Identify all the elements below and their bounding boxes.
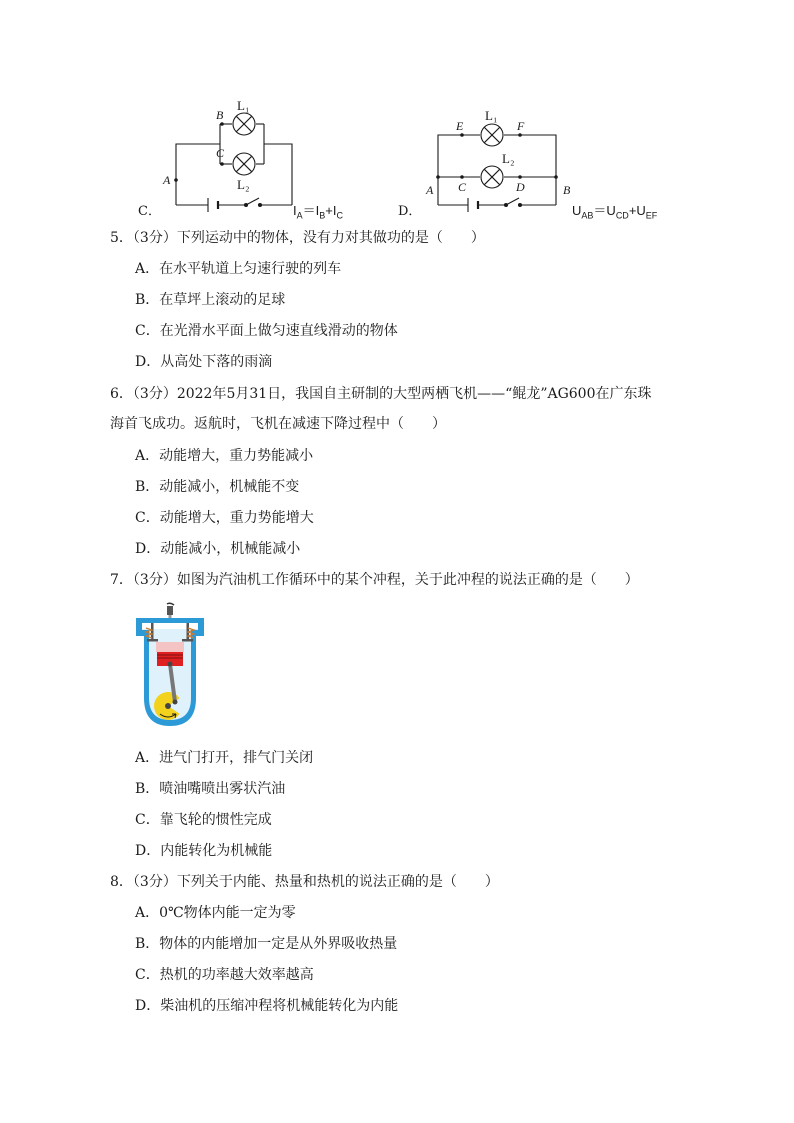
question-6-option-a[interactable]: A．动能增大，重力势能减小: [135, 448, 314, 464]
question-8-option-c[interactable]: C．热机的功率越大效率越高: [135, 967, 314, 983]
wire-right: [264, 144, 292, 205]
battery-icon: [208, 198, 218, 212]
question-8-option-b[interactable]: B．物体的内能增加一定是从外界吸收热量: [135, 936, 398, 952]
lamp-l1-label: L₁: [237, 98, 250, 113]
lamp-l2-label: L₂: [502, 151, 515, 166]
question-7-option-c[interactable]: C．靠飞轮的惯性完成: [135, 812, 272, 828]
question-8-option-d[interactable]: D．柴油机的压缩冲程将机械能转化为内能: [135, 998, 399, 1014]
question-6-option-c[interactable]: C．动能增大，重力势能增大: [135, 510, 314, 526]
node-b-label: B: [563, 183, 571, 197]
lamp-l1-icon: [233, 113, 255, 135]
wire-left: [176, 144, 220, 205]
lamp-l1-icon: [481, 124, 503, 146]
question-5-stem: 5．（3分）下列运动中的物体，没有力对其做功的是（ ）: [110, 230, 485, 246]
formula-d: $U_{AB}=U_{CD}+U_{EF}$: [572, 203, 658, 221]
question-6-option-b[interactable]: B．动能减小，机械能不变: [135, 479, 300, 495]
question-5-option-d[interactable]: D．从高处下落的雨滴: [135, 354, 273, 370]
lamp-l2-icon: [233, 153, 255, 175]
node-d-label: D: [516, 180, 525, 194]
question-5-option-b[interactable]: B．在草坪上滚动的足球: [135, 292, 286, 308]
question-5-option-a[interactable]: A．在水平轨道上匀速行驶的列车: [135, 261, 342, 277]
node-f-label: F: [517, 119, 525, 133]
lamp-l2-icon: [481, 166, 503, 188]
node-b-label: B: [216, 108, 224, 122]
node-c-label: C: [458, 180, 467, 194]
lamp-l2-label: L₂: [237, 177, 250, 192]
switch-icon: [505, 198, 522, 207]
gasoline-engine-illustration: [130, 602, 210, 730]
node-a-label: A: [426, 183, 434, 197]
question-6-stem-continued: 海首飞成功。返航时，飞机在减速下降过程中（ ）: [110, 416, 446, 432]
node-c-label: C: [216, 146, 225, 160]
circuit-diagram-d: [422, 95, 582, 220]
question-6-option-d[interactable]: D．动能减小，机械能减小: [135, 541, 301, 557]
formula-c: $I_A=I_B+I_C$: [293, 203, 344, 221]
option-d-label: D．: [398, 204, 422, 219]
node-e-label: E: [456, 119, 464, 133]
node-a-label: A: [163, 173, 171, 187]
question-7-stem: 7．（3分）如图为汽油机工作循环中的某个冲程，关于此冲程的说法正确的是（ ）: [110, 572, 639, 588]
switch-icon: [245, 198, 262, 207]
question-8-option-a[interactable]: A．0℃物体内能一定为零: [135, 905, 296, 921]
spark-plug-icon: [167, 603, 174, 619]
lamp-l1-label: L₁: [485, 108, 498, 123]
question-6-stem: 6．（3分）2022年5月31日，我国自主研制的大型两栖飞机——“鲲龙”AG600在广东珠: [110, 386, 652, 402]
question-8-stem: 8．（3分）下列关于内能、热量和热机的说法正确的是（ ）: [110, 874, 499, 890]
question-5-option-c[interactable]: C．在光滑水平面上做匀速直线滑动的物体: [135, 323, 398, 339]
battery-icon: [468, 198, 478, 212]
option-c-label: C．: [138, 204, 161, 219]
question-7-option-d[interactable]: D．内能转化为机械能: [135, 843, 273, 859]
question-7-option-a[interactable]: A．进气门打开，排气门关闭: [135, 750, 314, 766]
question-7-option-b[interactable]: B．喷油嘴喷出雾状汽油: [135, 781, 286, 797]
